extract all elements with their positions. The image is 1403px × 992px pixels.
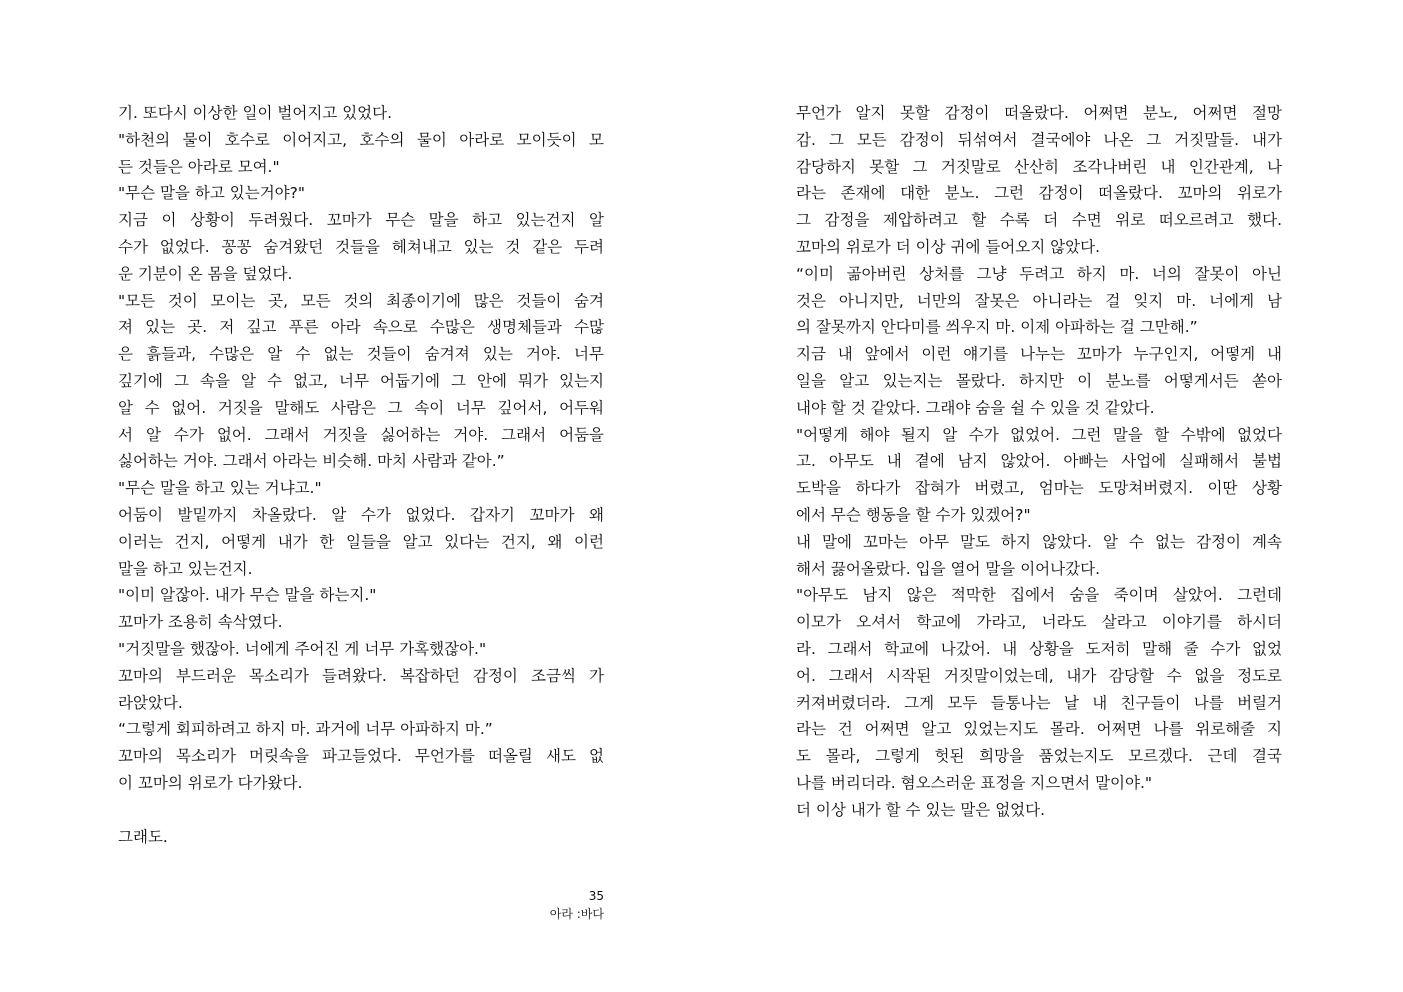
text-line: 운 기분이 온 몸을 덮었다. bbox=[118, 264, 293, 283]
text-line: "모든 것이 모이는 곳, 모든 것의 최종이기에 많은 것들이 숨겨 bbox=[118, 291, 604, 310]
text-line: 도박을 하다가 잡혀가 버렸고, 엄마는 도망쳐버렸지. 이딴 상황 bbox=[796, 479, 1282, 498]
text-line: 어둠이 발밑까지 차올랐다. 알 수가 없었다. 갑자기 꼬마가 왜 bbox=[118, 505, 604, 524]
text-line: 꼬마의 위로가 더 이상 귀에 들어오지 않았다. bbox=[796, 237, 1101, 256]
text-line: "무슨 말을 하고 있는거야?" bbox=[118, 184, 305, 203]
text-line: 꼬마가 조용히 속삭였다. bbox=[118, 613, 283, 632]
text-line: 져 있는 곳. 저 깊고 푸른 아라 속으로 수많은 생명체들과 수많 bbox=[118, 318, 604, 337]
text-line: 은 흙들과, 수많은 알 수 없는 것들이 숨겨져 있는 거야. 너무 bbox=[118, 345, 604, 364]
text-line: 말을 하고 있는건지. bbox=[118, 559, 253, 578]
left-page bbox=[118, 100, 604, 850]
text-line: "이미 알잖아. 내가 무슨 말을 하는지." bbox=[118, 586, 377, 605]
text-line: 라는 존재에 대한 분노. 그런 감정이 떠올랐다. 꼬마의 위로가 bbox=[796, 184, 1282, 203]
page-number: 35 bbox=[588, 889, 604, 903]
text-line: 서 알 수가 없어. 그래서 거짓을 싫어하는 거야. 그래서 어둠을 bbox=[118, 425, 604, 444]
text-line: 이 꼬마의 위로가 다가왔다. bbox=[118, 773, 303, 792]
text-line: "하천의 물이 호수로 이어지고, 호수의 물이 아라로 모이듯이 모 bbox=[118, 130, 604, 149]
text-line: 감. 그 모든 감정이 뒤섞여서 결국에야 나온 그 거짓말들. 내가 bbox=[796, 130, 1282, 149]
text-line: 것은 아니지만, 너만의 잘못은 아니라는 걸 잊지 마. 너에게 남 bbox=[796, 291, 1282, 310]
text-line: 에서 무슨 행동을 할 수가 있겠어?" bbox=[796, 505, 1031, 524]
text-line: 무언가 알지 못할 감정이 떠올랐다. 어쩌면 분노, 어쩌면 절망 bbox=[796, 104, 1282, 122]
text-line: 이러는 건지, 어떻게 내가 한 일들을 알고 있다는 건지, 왜 이런 bbox=[118, 532, 604, 551]
text-line: 이모가 오셔서 학교에 가라고, 너라도 살라고 이야기를 하시더 bbox=[796, 613, 1282, 632]
text-line: 더 이상 내가 할 수 있는 말은 없었다. bbox=[796, 800, 1046, 819]
text-line: 라는 건 어쩌면 알고 있었는지도 몰라. 어쩌면 나를 위로해줄 지 bbox=[796, 720, 1282, 739]
text-line: 싫어하는 거야. 그래서 아라는 비슷해. 마치 사람과 같아.” bbox=[118, 452, 505, 471]
book-title: 아라 :바다 bbox=[549, 907, 604, 921]
text-line: 꼬마의 목소리가 머릿속을 파고들었다. 무언가를 떠올릴 새도 없 bbox=[118, 747, 604, 766]
text-line: 기. 또다시 이상한 일이 벌어지고 있었다. bbox=[118, 104, 393, 122]
text-line: 든 것들은 아라로 모여." bbox=[118, 157, 280, 176]
text-line: "거짓말을 했잖아. 너에게 주어진 게 너무 가혹했잖아." bbox=[118, 639, 487, 658]
text-line: “이미 곪아버린 상처를 그냥 두려고 하지 마. 너의 잘못이 아닌 bbox=[796, 264, 1282, 283]
text-line: "아무도 남지 않은 적막한 집에서 숨을 죽이며 살았어. 그런데 bbox=[796, 586, 1282, 605]
text-line: 그 감정을 제압하려고 할 수록 더 수면 위로 떠오르려고 했다. bbox=[796, 211, 1282, 230]
text-line: 커져버렸더라. 그게 모두 들통나는 날 내 친구들이 나를 버릴거 bbox=[796, 693, 1282, 712]
text-line: 지금 내 앞에서 이런 얘기를 나누는 꼬마가 누구인지, 어떻게 내 bbox=[796, 345, 1282, 364]
text-line: 일을 알고 있는지는 몰랐다. 하지만 이 분노를 어떻게서든 쏟아 bbox=[796, 371, 1282, 390]
text-line: "무슨 말을 하고 있는 거냐고." bbox=[118, 479, 322, 498]
text-line: 어. 그래서 시작된 거짓말이었는데, 내가 감당할 수 없을 정도로 bbox=[796, 666, 1282, 685]
text-line: 지금 이 상황이 두려웠다. 꼬마가 무슨 말을 하고 있는건지 알 bbox=[118, 211, 604, 230]
text-line: 내야 할 것 같았다. 그래야 숨을 쉴 수 있을 것 같았다. bbox=[796, 398, 1155, 417]
text-line: “그렇게 회피하려고 하지 마. 과거에 너무 아파하지 마.” bbox=[118, 720, 493, 739]
text-line: 라앉았다. bbox=[118, 693, 183, 712]
right-page bbox=[796, 100, 1282, 824]
text-line: 해서 끓어올랐다. 입을 열어 말을 이어나갔다. bbox=[796, 559, 1101, 578]
text-line bbox=[118, 797, 604, 824]
text-line: 고. 아무도 내 곁에 남지 않았어. 아빠는 사업에 실패해서 불법 bbox=[796, 452, 1282, 471]
text-line: 도 몰라, 그렇게 헛된 희망을 품었는지도 모르겠다. 근데 결국 bbox=[796, 747, 1282, 766]
text-line: 나를 버리더라. 혐오스러운 표정을 지으면서 말이야." bbox=[796, 773, 1153, 792]
text-line: 의 잘못까지 안다미를 씌우지 마. 이제 아파하는 걸 그만해.” bbox=[796, 318, 1198, 337]
text-line: 꼬마의 부드러운 목소리가 들려왔다. 복잡하던 감정이 조금씩 가 bbox=[118, 666, 604, 685]
text-line: 내 말에 꼬마는 아무 말도 하지 않았다. 알 수 없는 감정이 계속 bbox=[796, 532, 1282, 551]
text-line: 수가 없었다. 꽁꽁 숨겨왔던 것들을 헤쳐내고 있는 것 같은 두려 bbox=[118, 237, 604, 256]
text-line: 그래도. bbox=[118, 827, 168, 846]
text-line: "어떻게 해야 될지 알 수가 없었어. 그런 말을 할 수밖에 없었다 bbox=[796, 425, 1282, 444]
text-line: 알 수 없어. 거짓을 말해도 사람은 그 속이 너무 깊어서, 어두워 bbox=[118, 398, 604, 417]
text-line: 라. 그래서 학교에 나갔어. 내 상황을 도저히 말해 줄 수가 없었 bbox=[796, 639, 1282, 658]
text-line: 깊기에 그 속을 알 수 없고, 너무 어둡기에 그 안에 뭐가 있는지 bbox=[118, 371, 604, 390]
text-line: 감당하지 못할 그 거짓말로 산산히 조각나버린 내 인간관계, 나 bbox=[796, 157, 1282, 176]
